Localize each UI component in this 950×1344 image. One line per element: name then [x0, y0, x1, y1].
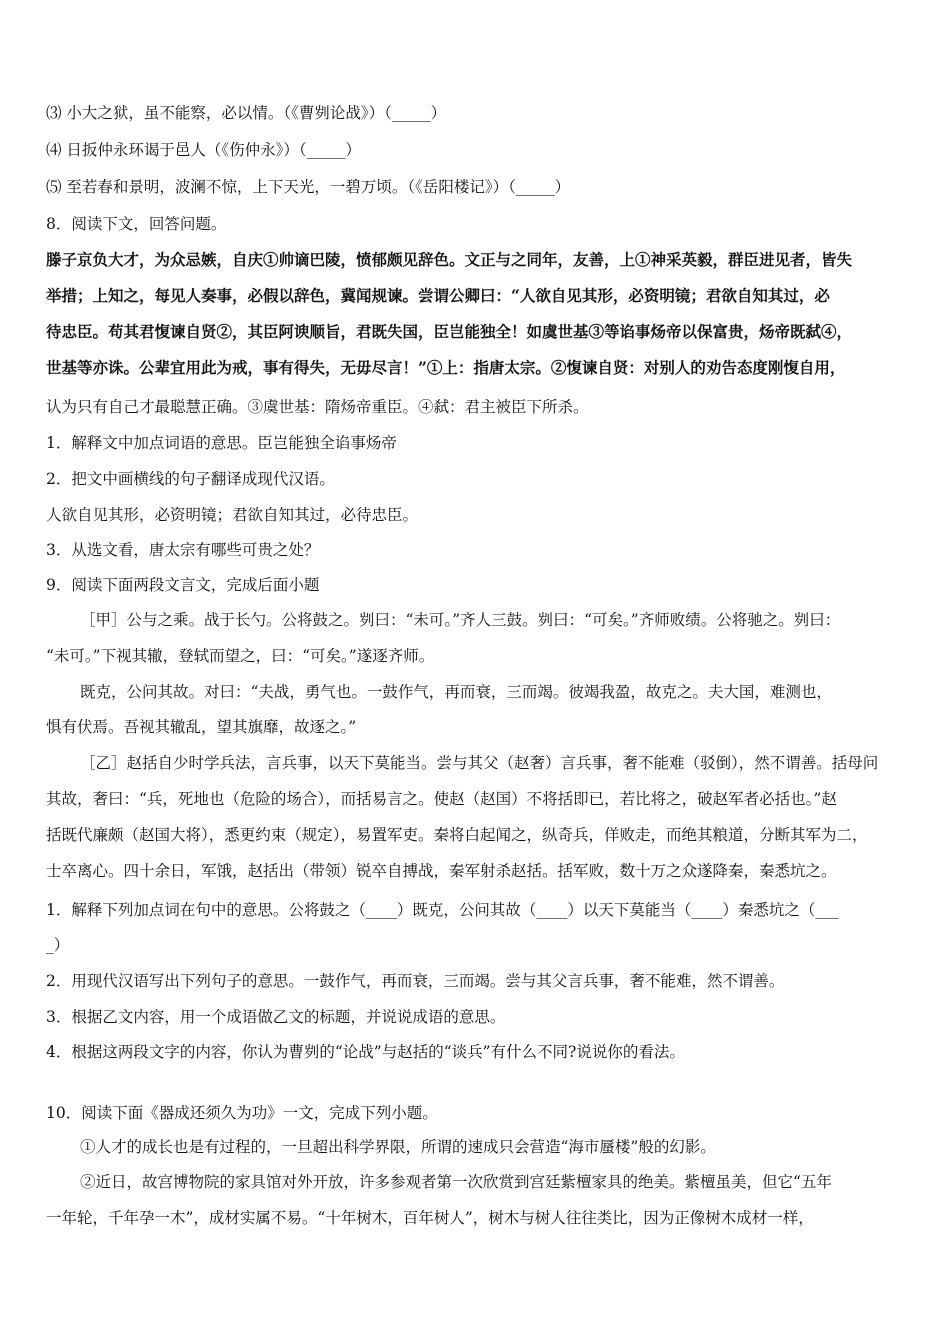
- q8-passage-line: 举措；上知之，每见人奏事，必假以辞色，冀闻规谏。尝谓公卿曰：“人欲自见其形，必资明镜；君欲自知其过，必: [46, 286, 830, 305]
- q8-question-3: 3．从选文看，唐太宗有哪些可贵之处？: [46, 541, 320, 559]
- question-item-3: ⑶ 小大之狱，虽不能察，必以情。（《曹刿论战》）（_____）: [46, 104, 447, 122]
- q9-yi-line: ［乙］赵括自少时学兵法，言兵事，以天下莫能当。尝与其父（赵奢）言兵事，奢不能难（驳倒），然不谓善。括母问: [80, 754, 879, 772]
- q8-passage-line: 认为只有自己才最聪慧正确。③虞世基：隋炀帝重臣。④弑：君主被臣下所杀。: [46, 398, 589, 416]
- question-9-title: 9．阅读下面两段文言文，完成后面小题: [46, 576, 320, 594]
- q9-question-3: 3．根据乙文内容，用一个成语做乙文的标题，并说说成语的意思。: [46, 1008, 506, 1026]
- q8-translate-sentence: 人欲自见其形，必资明镜；君欲自知其过，必待忠臣。: [46, 506, 419, 524]
- q9-yi-line: 士卒离心。四十余日，军饿，赵括出（带领）锐卒自搏战，秦军射杀赵括。括军败，数十万之众遂降秦，秦悉坑之。: [46, 862, 837, 880]
- question-item-5: ⑸ 至若春和景明，波澜不惊，上下天光，一碧万顷。（《岳阳楼记》）（_____）: [46, 178, 571, 196]
- q9-yi-line: 其故，奢曰：“兵，死地也（危险的场合），而括易言之。使赵（赵国）不将括即已，若比将之，破赵军者必括也。”赵: [46, 790, 837, 808]
- q8-passage-line: 滕子京负大才，为众忌嫉，自庆①帅谪巴陵，愤郁颇见辞色。文正与之同年，友善，上①神采英毅，群臣进见者，皆失: [46, 250, 853, 269]
- q8-question-1: 1．解释文中加点词语的意思。臣岂能独全谄事炀帝: [46, 434, 397, 452]
- q9-question-4: 4．根据这两段文字的内容，你认为曹刿的“论战”与赵括的“谈兵”有什么不同?说说你的看法。: [46, 1043, 685, 1061]
- question-8-title: 8．阅读下文，回答问题。: [46, 215, 227, 233]
- q8-passage-line: 世基等亦诛。公辈宜用此为戒，事有得失，无毋尽言！”①上：指唐太宗。②愎谏自贤：对别人的劝告态度刚愎自用，: [46, 358, 846, 377]
- question-10-title: 10．阅读下面《器成还须久为功》一文，完成下列小题。: [46, 1104, 438, 1122]
- q9-jia-line: 既克，公问其故。对曰：“夫战，勇气也。一鼓作气，再而衰，三而竭。彼竭我盈，故克之。夫大国，难测也，: [80, 683, 832, 701]
- q9-jia-line: “未可。”下视其辙，登轼而望之，曰：“可矣。”遂逐齐师。: [46, 647, 435, 665]
- q9-jia-line: ［甲］公与之乘。战于长勺。公将鼓之。刿曰：“未可。”齐人三鼓。刿曰：“可矣。”齐师败绩。公将驰之。刿曰：: [80, 611, 841, 629]
- question-item-4: ⑷ 日扳仲永环谒于邑人（《伤仲永》）（_____）: [46, 141, 361, 159]
- q9-question-2: 2．用现代汉语写出下列句子的意思。一鼓作气，再而衰，三而竭。尝与其父言兵事，奢不能难，然不谓善。: [46, 972, 785, 990]
- q9-question-1: 1．解释下列加点词在句中的意思。公将鼓之（____）既克，公问其故（____）以天下莫能当（____）秦悉坑之（___: [46, 901, 839, 919]
- q9-question-1-cont: _）: [46, 936, 70, 954]
- q10-paragraph-line: ②近日，故宫博物院的家具馆对外开放，许多参观者第一次欣赏到宫廷紫檀家具的绝美。紫檀虽美，但它“五年: [80, 1173, 832, 1191]
- q9-jia-line: 惧有伏焉。吾视其辙乱，望其旗靡，故逐之。”: [46, 718, 357, 736]
- q8-passage-line: 待忠臣。苟其君愎谏自贤②，其臣阿谀顺旨，君既失国，臣岂能独全！如虞世基③等谄事炀帝以保富贵，炀帝既弑④，: [46, 322, 853, 341]
- q10-paragraph-line: 一年轮，千年孕一木”，成材实属不易。“十年树木，百年树人”，树木与树人往往类比，因为正像树木成材一样，: [46, 1209, 814, 1227]
- q10-paragraph-line: ①人才的成长也是有过程的，一旦超出科学界限，所谓的速成只会营造“海市蜃楼”般的幻影。: [80, 1138, 716, 1156]
- q8-question-2: 2．把文中画横线的句子翻译成现代汉语。: [46, 470, 335, 488]
- q9-yi-line: 括既代廉颇（赵国大将），悉更约束（规定），易置军吏。秦将白起闻之，纵奇兵，佯败走，而绝其粮道，分断其军为二，: [46, 826, 868, 844]
